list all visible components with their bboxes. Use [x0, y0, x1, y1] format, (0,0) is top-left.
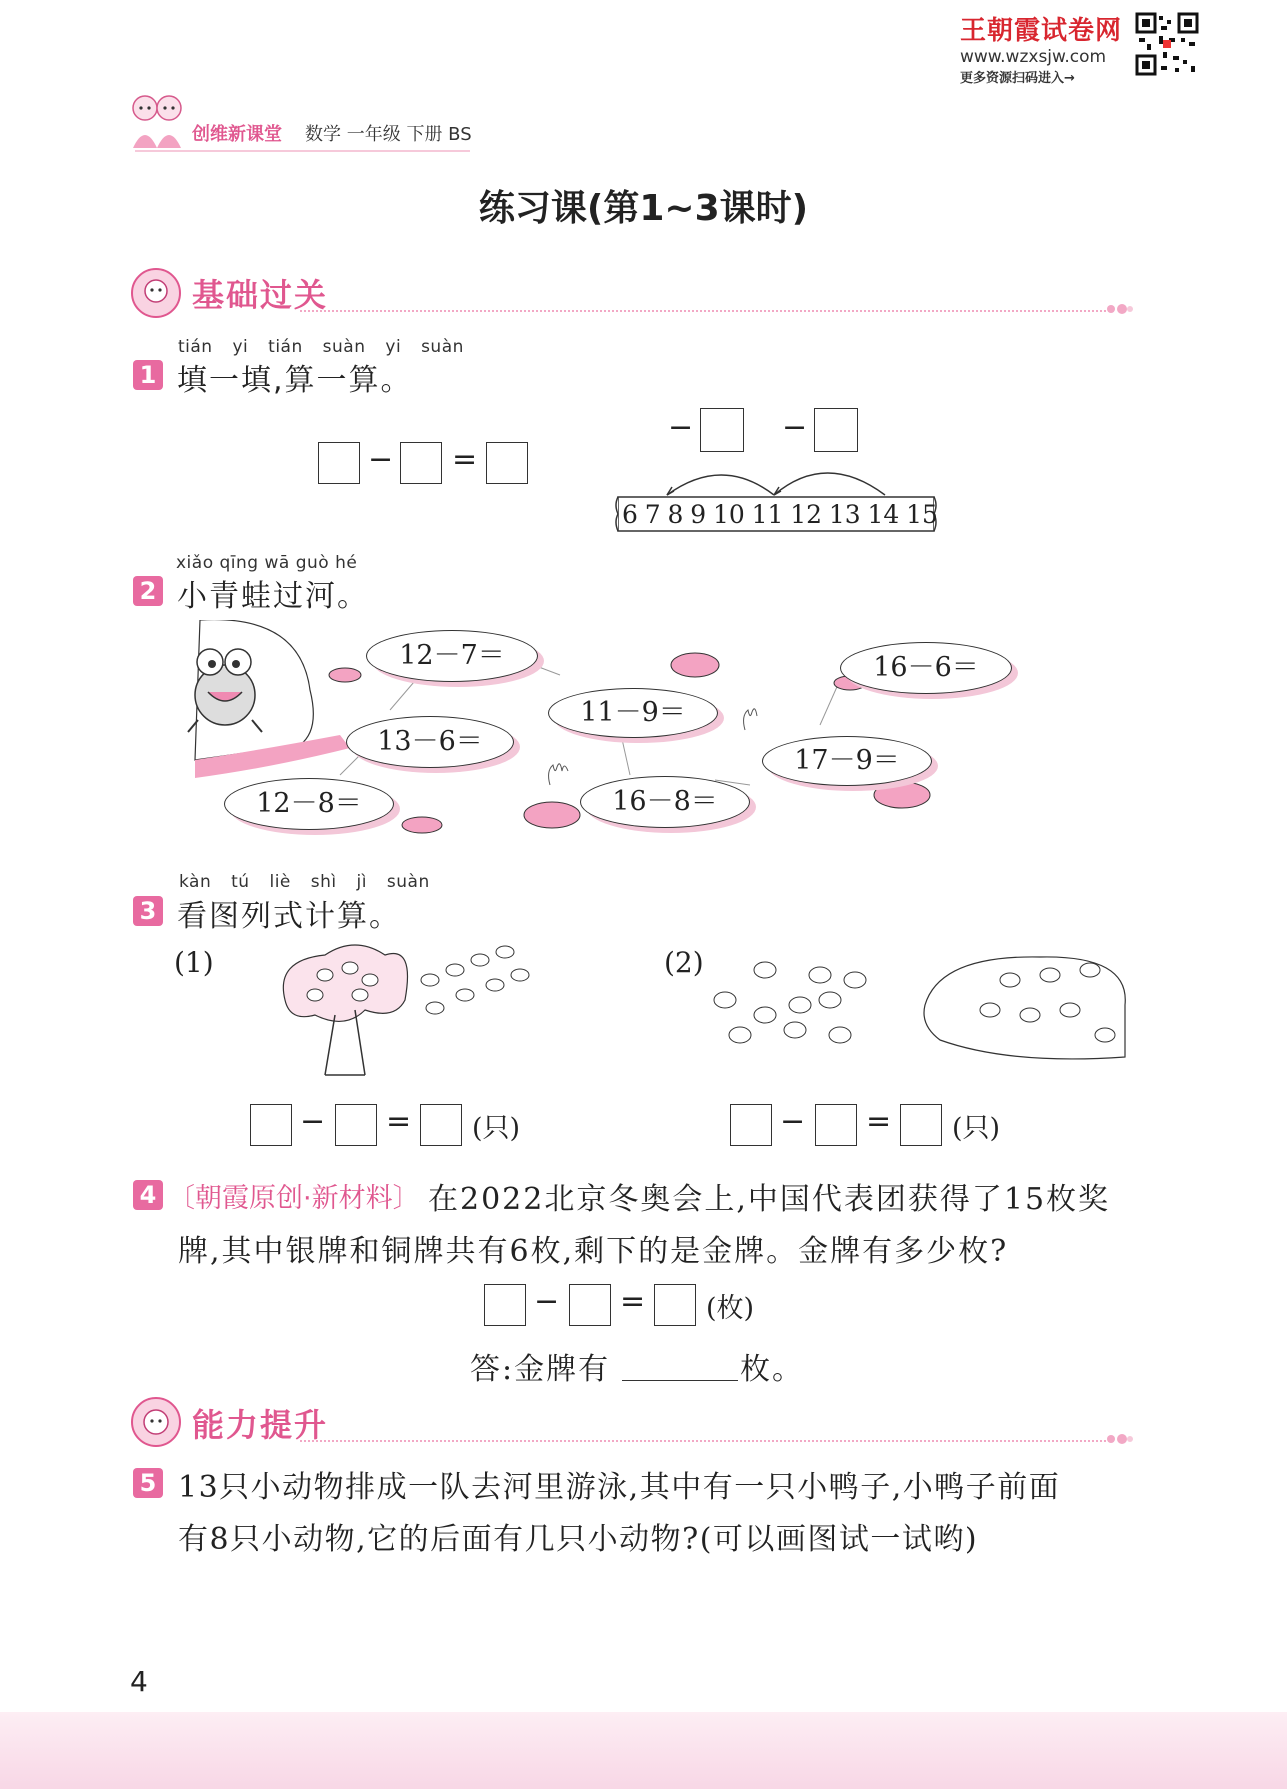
q3-text: 看图列式计算。 [177, 899, 401, 934]
frog-illustration [180, 640, 270, 735]
q1-pinyin: tián yi tián suàn yi suàn [178, 337, 464, 357]
q4-line1: 在2022北京冬奥会上,中国代表团获得了15枚奖 [428, 1182, 1111, 1217]
section-icon-boy [130, 1396, 182, 1448]
header-underline [135, 150, 470, 152]
q4-unit: (枚) [706, 1293, 755, 1324]
q1-minus: − [368, 442, 394, 477]
section-divider [300, 1440, 1110, 1442]
page-number: 4 [130, 1665, 148, 1698]
brand-logo [960, 10, 1135, 86]
q1-answer-box-1[interactable] [318, 442, 360, 484]
q3-part2-label: (2) [664, 946, 704, 979]
series-name: 创维新课堂 [192, 124, 282, 145]
q1-number-line-labels [622, 500, 938, 529]
qr-code [1135, 12, 1199, 76]
bubble-16-6: 16－6＝ [840, 642, 1012, 694]
footer-band [0, 1712, 1287, 1789]
q4-answer-blank[interactable] [622, 1380, 738, 1381]
section-icon-girl [130, 267, 182, 319]
q3b-minus: − [780, 1104, 806, 1139]
section-title-advanced: 能力提升 [192, 1406, 329, 1444]
q4-line2: 牌,其中银牌和铜牌共有6枚,剩下的是金牌。金牌有多少枚? [178, 1234, 1009, 1269]
tick-label: 6 [622, 500, 638, 529]
brand-url: www.wzxsjw.com [960, 47, 1107, 67]
tick-label: 14 [867, 500, 900, 529]
tick-label: 15 [906, 500, 938, 529]
section-title-basic: 基础过关 [192, 276, 329, 314]
brand-tagline: 更多资源扫码进入→ [960, 71, 1075, 86]
q3a-minus: − [300, 1104, 326, 1139]
q2-text: 小青蛙过河。 [177, 579, 369, 614]
q2-number: 2 [133, 576, 163, 606]
q4-minus: − [534, 1284, 560, 1319]
q5-line2: 有8只小动物,它的后面有几只小动物?(可以画图试一试哟) [178, 1522, 979, 1557]
q3-part1-label: (1) [174, 946, 214, 979]
q4-box-3[interactable] [654, 1284, 696, 1326]
q3a-box-2[interactable] [335, 1104, 377, 1146]
q1-answer-box-2[interactable] [400, 442, 442, 484]
tick-label: 9 [690, 500, 707, 529]
page-title: 练习课(第1~3课时) [478, 188, 809, 229]
q5-number: 5 [133, 1468, 163, 1498]
q3b-equals: = [866, 1104, 892, 1139]
q3b-box-1[interactable] [730, 1104, 772, 1146]
tick-label: 12 [790, 500, 823, 529]
q2-pinyin: xiǎo qīng wā guò hé [176, 553, 358, 573]
bubble-11-9: 11－9＝ [548, 688, 718, 738]
mascot-kids [125, 88, 190, 153]
tick-label: 7 [644, 500, 661, 529]
q3-number: 3 [133, 896, 163, 926]
q3b-box-3[interactable] [900, 1104, 942, 1146]
q3a-box-3[interactable] [420, 1104, 462, 1146]
section-dots-decoration [1105, 300, 1133, 322]
q1-jump-box-1[interactable] [700, 408, 744, 452]
tick-label: 8 [667, 500, 684, 529]
q4-box-1[interactable] [484, 1284, 526, 1326]
bubble-17-9: 17－9＝ [762, 736, 932, 786]
q3b-unit: (只) [952, 1113, 1001, 1144]
q1-text: 填一填,算一算。 [177, 363, 413, 398]
bubble-12-8: 12－8＝ [224, 778, 394, 830]
q4-answer-suffix: 枚。 [740, 1352, 804, 1387]
section-divider [300, 310, 1110, 312]
tick-label: 10 [712, 500, 745, 529]
q1-answer-box-3[interactable] [486, 442, 528, 484]
q3a-equals: = [386, 1104, 412, 1139]
brand-name: 王朝霞试卷网 [960, 16, 1123, 46]
q4-box-2[interactable] [569, 1284, 611, 1326]
q3a-box-1[interactable] [250, 1104, 292, 1146]
q5-line1: 13只小动物排成一队去河里游泳,其中有一只小鸭子,小鸭子前面 [178, 1470, 1061, 1505]
bubble-16-8: 16－8＝ [580, 776, 750, 828]
q4-answer-prefix: 答:金牌有 [470, 1352, 611, 1387]
bubble-12-7: 12－7＝ [366, 630, 538, 682]
q1-jump-minus-2: − [782, 410, 808, 445]
q1-jump-minus-1: − [668, 410, 694, 445]
tick-label: 13 [828, 500, 861, 529]
bubble-13-6: 13－6＝ [346, 716, 514, 768]
q1-jump-box-2[interactable] [814, 408, 858, 452]
q4-number: 4 [133, 1180, 163, 1210]
q1-equals: = [452, 442, 478, 477]
q3b-box-2[interactable] [815, 1104, 857, 1146]
ducks-pond-illustration [710, 945, 1130, 1070]
q4-equals: = [620, 1284, 646, 1319]
q1-number: 1 [133, 360, 163, 390]
section-dots-decoration [1105, 1430, 1133, 1452]
q3a-unit: (只) [472, 1113, 521, 1144]
q3-pinyin: kàn tú liè shì jì suàn [179, 872, 430, 892]
tree-birds-illustration [255, 940, 545, 1085]
q4-tag: 〔朝霞原创·新材料〕 [168, 1183, 420, 1214]
subject-info: 数学 一年级 下册 BS [305, 124, 472, 145]
tick-label: 11 [751, 500, 784, 529]
